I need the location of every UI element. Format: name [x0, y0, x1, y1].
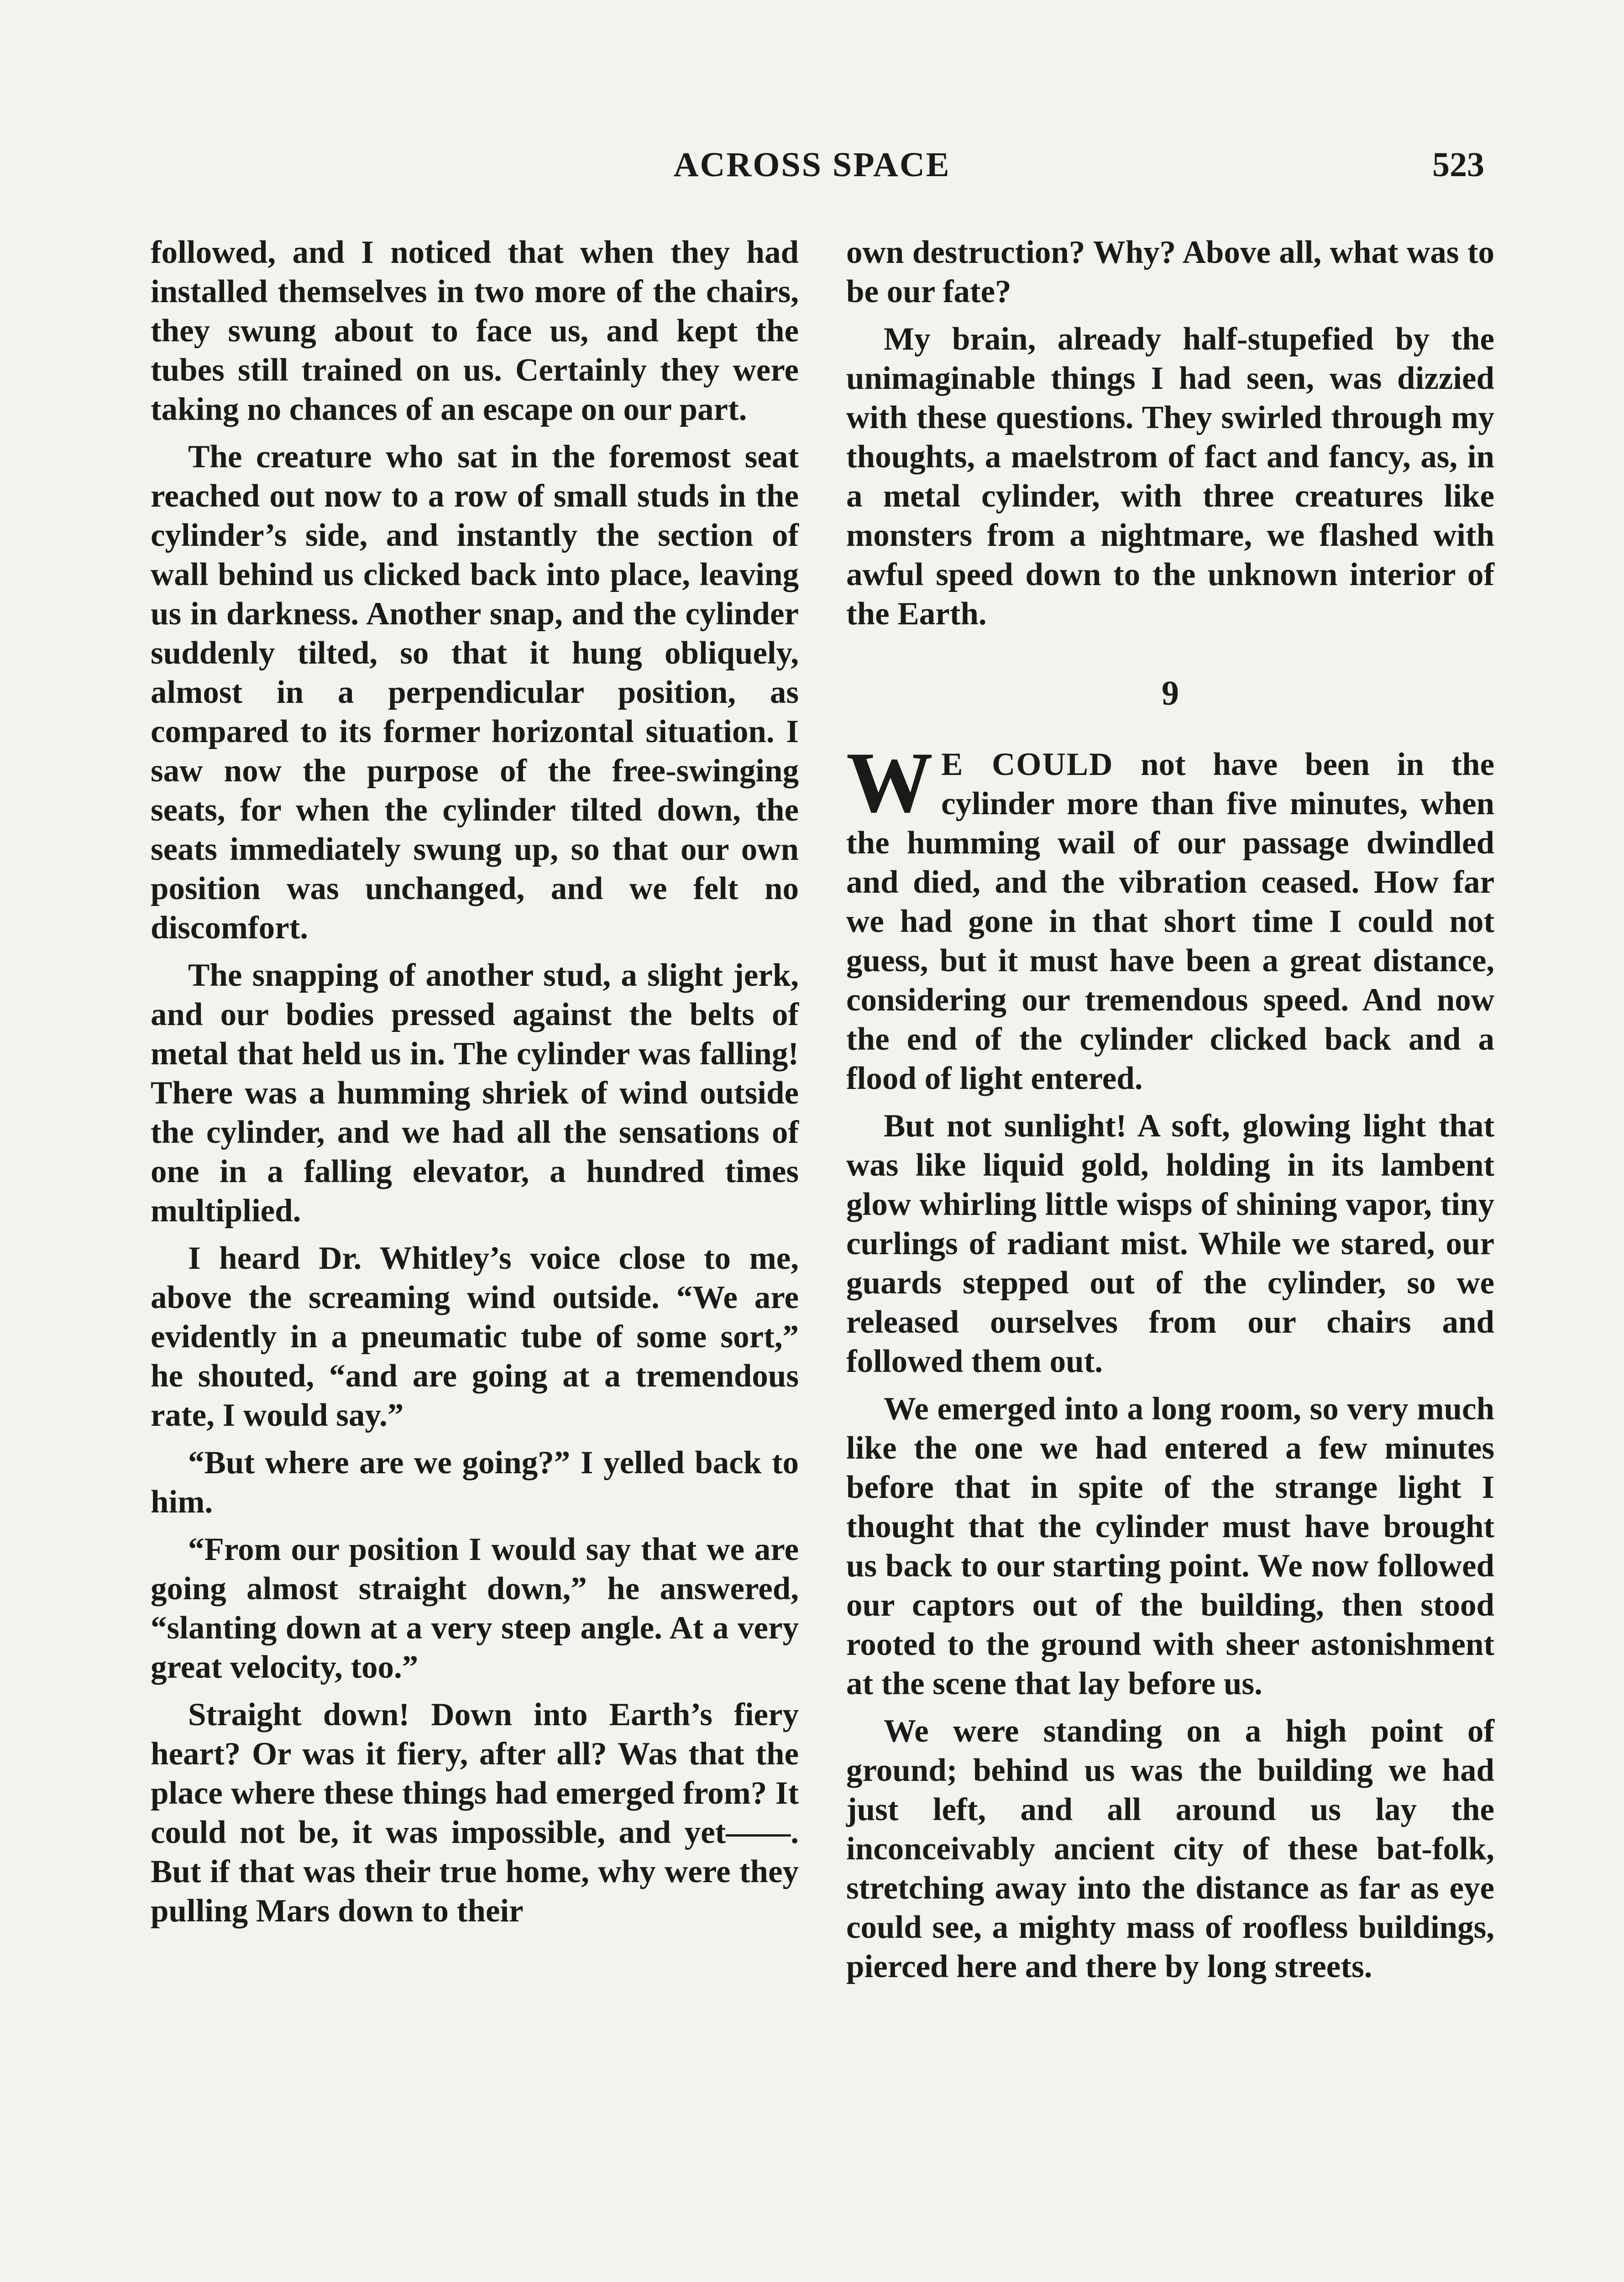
page-header [0, 145, 1624, 195]
smallcaps-opening: E COULD [941, 747, 1114, 782]
paragraph: The snapping of another stud, a slight jerk, and our bodies pressed against the belts of metal that held us in. The cylinder was falling! There was a humming shriek of wind outside the cylinder, and we had all the sensations of one in a falling elevator, a hundred times multiplied. [151, 958, 799, 1229]
paragraph: We were standing on a high point of ground; behind us was the building we had just left, and all around us lay the inconceivably ancient city of these bat-folk, stretching away into the distance as far as eye could see, a mighty mass of roofless buildings, pierced here and there by long streets. [846, 1713, 1494, 1984]
left-column [151, 233, 799, 1939]
running-title: ACROSS SPACE [673, 146, 951, 184]
paragraph-text: not have been in the cylinder more than five minutes, when the humming wail of our passage dwindled and died, and the vibration ceased. How far we had gone in that short time I could not guess, but it must have been a great distance, considering our tremendous speed. And now the end of the cylinder clicked back and a flood of light entered. [846, 747, 1494, 1096]
paragraph: We emerged into a long room, so very much like the one we had entered a few minutes before that in spite of the strange light I thought that the cylinder must have brought us back to our starting point. We now followed our captors out of the building, then stood rooted to the ground with sheer astonishment at the scene that lay before us. [846, 1391, 1494, 1701]
paragraph: “From our position I would say that we are going almost straight down,” he answered, “slanting down at a very steep angle. At a very great velocity, too.” [151, 1532, 799, 1685]
paragraph: “But where are we going?” I yelled back to him. [151, 1445, 799, 1520]
right-column [846, 233, 1494, 1994]
page-number: 523 [1432, 146, 1484, 184]
drop-cap: W [846, 735, 933, 831]
paragraph: But not sunlight! A soft, glowing light that was like liquid gold, holding in its lambent glow whirling little wisps of shining vapor, tiny curlings of radiant mist. While we stared, our guards stepped out of the cylinder, so we released ourselves from our chairs and followed them out. [846, 1108, 1494, 1379]
dropcap-paragraph [846, 735, 1494, 1098]
paragraph: Straight down! Down into Earth’s fiery heart? Or was it fiery, after all? Was that the place where these things had emerged from? It could not be, it was impossible, and yet——. But if that was their true home, why were they pulling Mars down to their [151, 1697, 799, 1929]
paragraph: The creature who sat in the foremost seat reached out now to a row of small studs in the cylinder’s side, and instantly the section of wall behind us clicked back into place, leaving us in darkness. Another snap, and the cylinder suddenly tilted, so that it hung obliquely, almost in a perpendicular position, as compared to its former horizontal situation. I saw now the purpose of the free-swinging seats, for when the cylinder tilted down, the seats immediately swung up, so that our own position was unchanged, and we felt no discomfort. [151, 439, 799, 946]
paragraph: My brain, already half-stupefied by the unimaginable things I had seen, was dizzied with these questions. They swirled through my thoughts, a maelstrom of fact and fancy, as, in a metal cylinder, with three creatures like monsters from a nightmare, we flashed with awful speed down to the unknown interior of the Earth. [846, 321, 1494, 632]
paragraph: followed, and I noticed that when they had installed themselves in two more of the chairs, they swung about to face us, and kept the tubes still trained on us. Certainly they were taking no chances of an escape on our part. [151, 235, 799, 427]
paragraph: I heard Dr. Whitley’s voice close to me, above the screaming wind outside. “We are evidently in a pneumatic tube of some sort,” he shouted, “and are going at a tremendous rate, I would say.” [151, 1240, 799, 1433]
paragraph: own destruction? Why? Above all, what was to be our fate? [846, 235, 1494, 309]
section-number: 9 [1162, 674, 1179, 712]
